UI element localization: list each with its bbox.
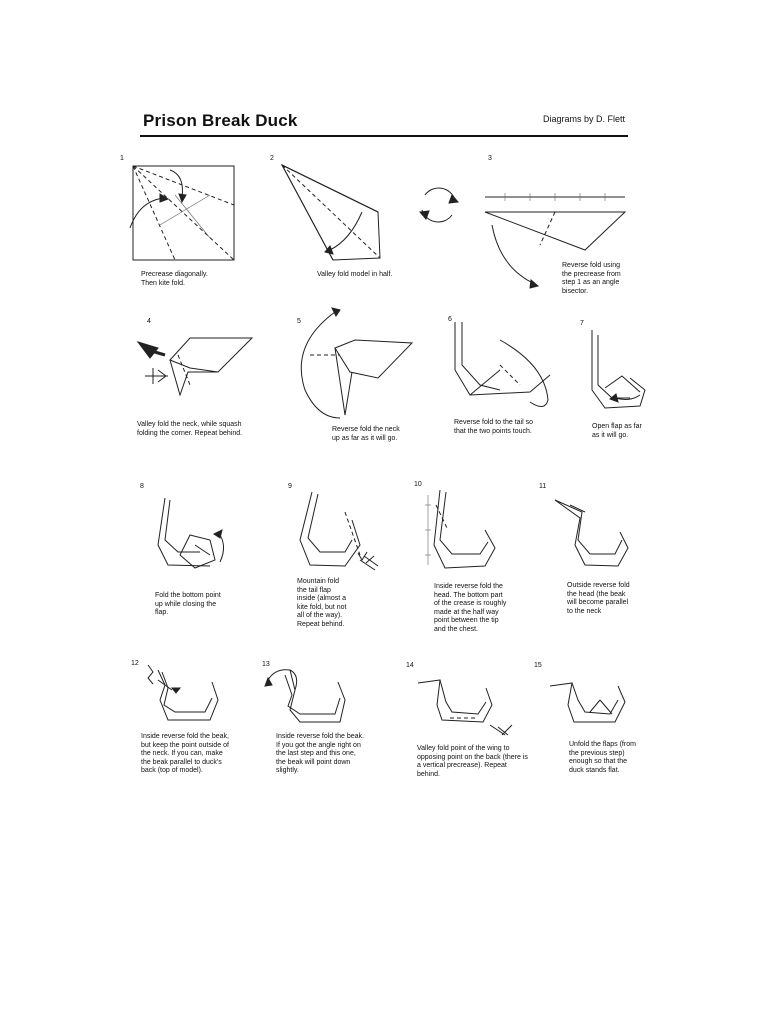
step-5-caption: Reverse fold the neck up as far as it will go. [332,426,400,442]
step-14-number: 14 [406,662,414,669]
rotate-symbol [420,188,458,222]
step-2-number: 2 [270,155,274,162]
step-6-caption: Reverse fold to the tail so that the two points touch. [454,419,533,435]
step-3-caption: Reverse fold using the precrease from step 1 as an angle bisector. [562,262,621,295]
page-title: Prison Break Duck [143,111,298,130]
step-13-figure [265,670,345,722]
step-8-figure [158,498,224,568]
step-7-figure [592,330,645,408]
step-5-number: 5 [297,318,301,325]
step-5-figure [301,308,412,418]
step-9-caption: Mountain fold the tail flap inside (almost a kite fold, but not all of the way). Repeat behind. [297,578,347,628]
step-7-caption: Open flap as far as it will go. [592,423,642,439]
step-1-figure [130,166,234,260]
step-11-figure [555,500,628,566]
step-9-figure [300,492,378,570]
step-1-number: 1 [120,155,124,162]
step-12-figure [148,665,218,720]
step-6-figure [455,322,550,407]
step-4-figure [138,338,252,395]
step-11-number: 11 [539,483,547,490]
step-14-figure [418,680,512,735]
step-1-caption: Precrease diagonally. Then kite fold. [141,271,208,287]
step-7-number: 7 [580,320,584,327]
step-13-number: 13 [262,661,270,668]
step-15-caption: Unfold the flaps (from the previous step) enough so that the duck stands flat. [569,741,636,774]
step-3-figure [485,193,625,288]
step-4-caption: Valley fold the neck, while squash folding the corner. Repeat behind. [137,421,243,437]
step-8-caption: Fold the bottom point up while closing the flap. [155,592,221,617]
step-10-number: 10 [414,481,422,488]
step-8-number: 8 [140,483,144,490]
step-6-number: 6 [448,316,452,323]
step-15-number: 15 [534,662,542,669]
step-9-number: 9 [288,483,292,490]
step-15-figure [550,683,625,722]
step-10-figure [425,490,495,568]
step-12-caption: Inside reverse fold the beak, but keep the point outside of the neck. If you can, make the beak parallel to duck's back (top of model). [141,733,229,775]
step-14-caption: Valley fold point of the wing to opposing point on the back (there is a vertical precrease). Repeat behind. [417,745,528,778]
step-3-number: 3 [488,155,492,162]
step-10-caption: Inside reverse fold the head. The bottom part of the crease is roughly made at the half way point between the tip and the chest. [434,583,507,633]
step-13-caption: Inside reverse fold the beak. If you got the angle right on the last step and this one, the beak will point down slightly. [276,733,364,775]
step-11-caption: Outside reverse fold the head (the beak will become parallel to the neck [567,582,630,615]
step-4-number: 4 [147,318,151,325]
step-2-figure [282,165,380,260]
step-2-caption: Valley fold model in half. [317,271,393,278]
credit-text: Diagrams by D. Flett [543,114,626,124]
step-12-number: 12 [131,660,139,667]
